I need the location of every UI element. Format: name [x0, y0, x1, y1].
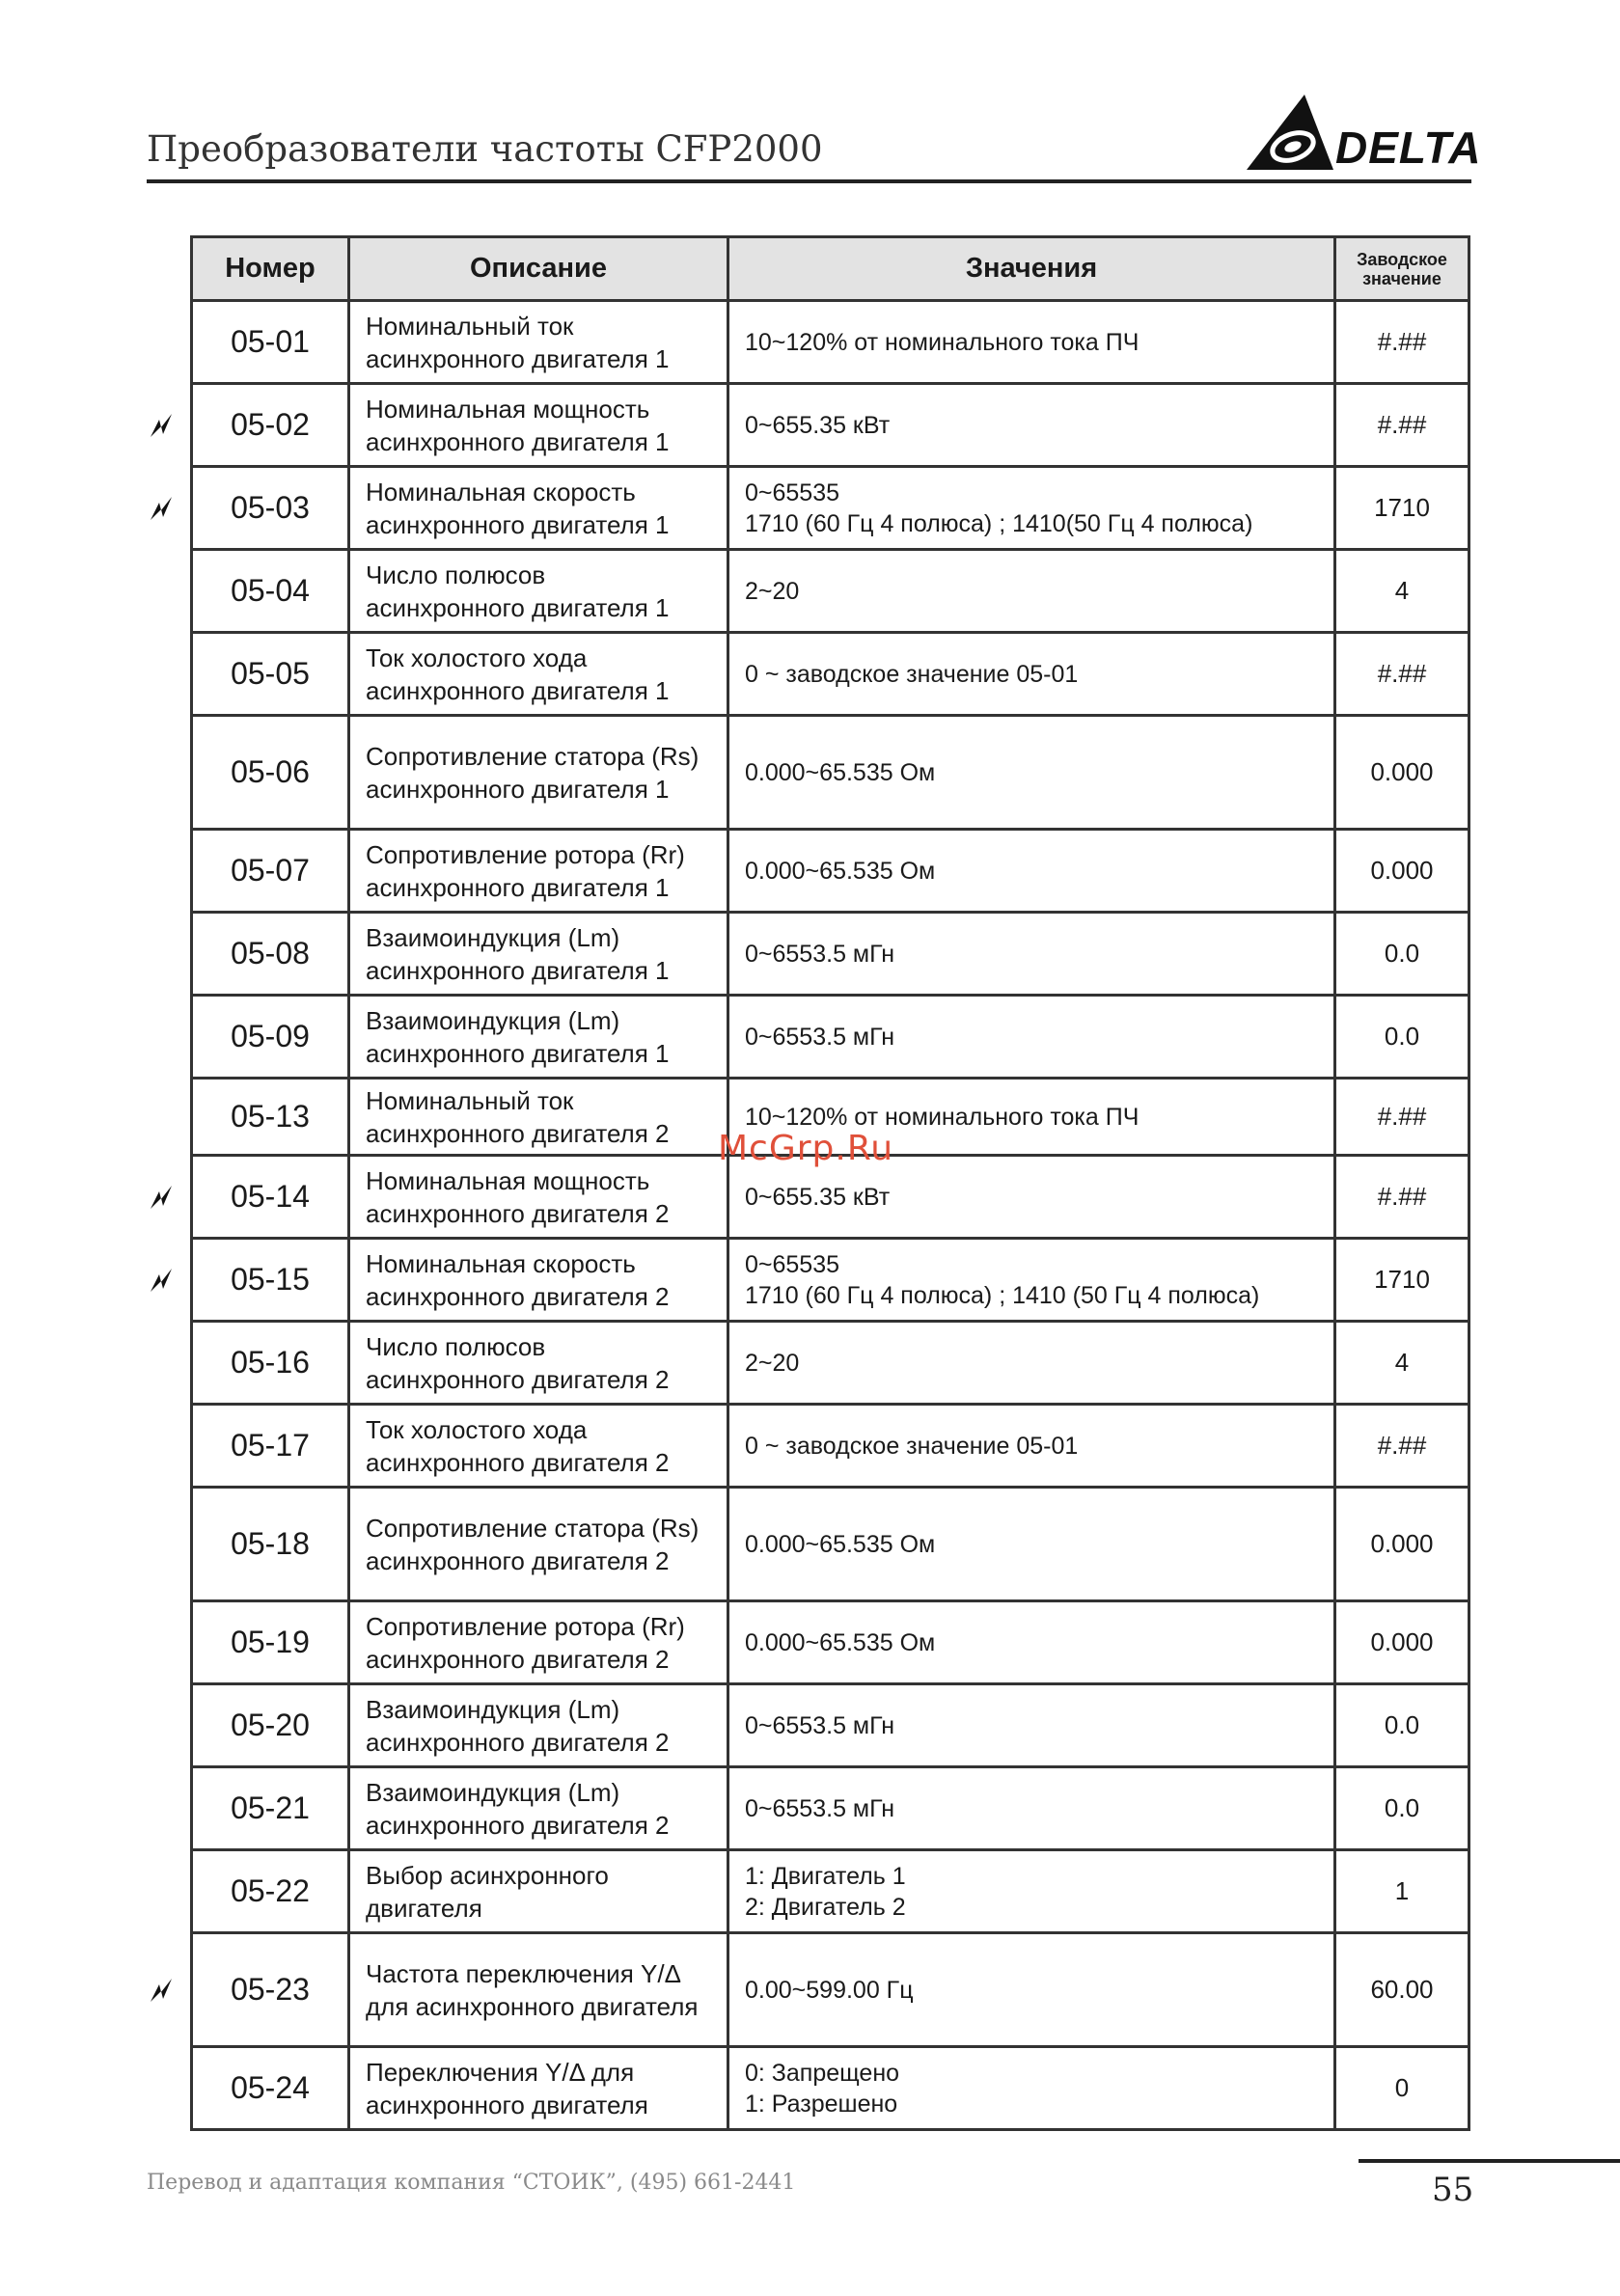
- parameter-values: 0~65535 1710 (60 Гц 4 полюса) ; 1410(50 Гц 4 полюса): [728, 467, 1335, 550]
- parameter-values: 0 ~ заводское значение 05-01: [728, 633, 1335, 716]
- edit-while-running-icon: [147, 1183, 176, 1212]
- parameter-values: 0.000~65.535 Ом: [728, 830, 1335, 913]
- parameter-default: 0: [1335, 2047, 1469, 2130]
- parameter-default: #.##: [1335, 1156, 1469, 1239]
- parameter-number: 05-03: [192, 467, 349, 550]
- parameter-default: 1710: [1335, 467, 1469, 550]
- parameter-values: 10~120% от номинального тока ПЧ: [728, 1079, 1335, 1156]
- edit-while-running-icon: [147, 1266, 176, 1295]
- parameter-default: #.##: [1335, 1079, 1469, 1156]
- parameter-description: Номинальная скорость асинхронного двигателя 1: [349, 467, 728, 550]
- parameter-default: 0.0: [1335, 913, 1469, 996]
- table-row: [192, 996, 1469, 1079]
- parameter-default: 1: [1335, 1850, 1469, 1933]
- parameter-number: 05-06: [192, 716, 349, 830]
- parameter-values: 2~20: [728, 1322, 1335, 1405]
- parameter-description: Сопротивление статора (Rs) асинхронного двигателя 2: [349, 1488, 728, 1601]
- parameter-values: 0~65535 1710 (60 Гц 4 полюса) ; 1410 (50 Гц 4 полюса): [728, 1239, 1335, 1322]
- parameter-values: 0: Запрещено 1: Разрешено: [728, 2047, 1335, 2130]
- parameter-description: Номинальная мощность асинхронного двигателя 2: [349, 1156, 728, 1239]
- parameter-default: 0.000: [1335, 1601, 1469, 1684]
- parameter-description: Сопротивление ротора (Rr) асинхронного двигателя 2: [349, 1601, 728, 1684]
- parameter-values: 0~6553.5 мГн: [728, 1767, 1335, 1850]
- parameter-number: 05-16: [192, 1322, 349, 1405]
- parameter-default: 1710: [1335, 1239, 1469, 1322]
- table-row: [192, 830, 1469, 913]
- parameter-number: 05-24: [192, 2047, 349, 2130]
- parameter-description: Номинальный ток асинхронного двигателя 1: [349, 301, 728, 384]
- parameter-default: 0.000: [1335, 830, 1469, 913]
- parameter-default: 60.00: [1335, 1933, 1469, 2047]
- parameter-values: 0.000~65.535 Ом: [728, 1488, 1335, 1601]
- delta-logo-text: DELTA: [1335, 123, 1482, 173]
- edit-while-running-icon: [147, 1976, 176, 2005]
- parameter-number: 05-07: [192, 830, 349, 913]
- parameter-number: 05-02: [192, 384, 349, 467]
- parameter-number: 05-20: [192, 1684, 349, 1767]
- parameter-number: 05-04: [192, 550, 349, 633]
- parameter-default: 0.0: [1335, 996, 1469, 1079]
- parameter-number: 05-08: [192, 913, 349, 996]
- table-body: [192, 301, 1469, 2130]
- parameter-values: 0.000~65.535 Ом: [728, 1601, 1335, 1684]
- parameter-number: 05-17: [192, 1405, 349, 1488]
- parameter-description: Переключения Y/Δ для асинхронного двигателя: [349, 2047, 728, 2130]
- parameter-values: 0~655.35 кВт: [728, 1156, 1335, 1239]
- parameter-description: Номинальный ток асинхронного двигателя 2: [349, 1079, 728, 1156]
- parameter-description: Взаимоиндукция (Lm) асинхронного двигателя 1: [349, 913, 728, 996]
- table-row: [192, 1684, 1469, 1767]
- column-header-description: Описание: [349, 237, 728, 301]
- parameter-description: Взаимоиндукция (Lm) асинхронного двигателя 1: [349, 996, 728, 1079]
- page-number: 55: [1432, 2171, 1474, 2209]
- table-row: [192, 913, 1469, 996]
- table-row: [192, 633, 1469, 716]
- parameter-description: Номинальная скорость асинхронного двигателя 2: [349, 1239, 728, 1322]
- parameter-description: Ток холостого хода асинхронного двигателя 2: [349, 1405, 728, 1488]
- parameter-description: Выбор асинхронного двигателя: [349, 1850, 728, 1933]
- parameter-default: #.##: [1335, 1405, 1469, 1488]
- column-header-default: Заводское значение: [1335, 237, 1469, 301]
- parameter-values: 0~655.35 кВт: [728, 384, 1335, 467]
- table-row: [192, 716, 1469, 830]
- parameter-number: 05-23: [192, 1933, 349, 2047]
- parameter-default: 0.0: [1335, 1767, 1469, 1850]
- table-row: [192, 1322, 1469, 1405]
- parameter-number: 05-21: [192, 1767, 349, 1850]
- parameter-description: Частота переключения Y/Δ для асинхронного двигателя: [349, 1933, 728, 2047]
- parameter-description: Число полюсов асинхронного двигателя 2: [349, 1322, 728, 1405]
- table-row: [192, 1488, 1469, 1601]
- edit-while-running-icon: [147, 494, 176, 523]
- table-row: [192, 1405, 1469, 1488]
- parameter-number: 05-09: [192, 996, 349, 1079]
- parameter-values: 0~6553.5 мГн: [728, 996, 1335, 1079]
- parameter-default: 0.000: [1335, 716, 1469, 830]
- header-divider: [147, 179, 1471, 183]
- table-row: [192, 2047, 1469, 2130]
- parameter-number: 05-05: [192, 633, 349, 716]
- parameter-description: Число полюсов асинхронного двигателя 1: [349, 550, 728, 633]
- parameter-values: 10~120% от номинального тока ПЧ: [728, 301, 1335, 384]
- table-header-row: [192, 237, 1469, 301]
- table-row: [192, 1239, 1469, 1322]
- parameter-values: 0 ~ заводское значение 05-01: [728, 1405, 1335, 1488]
- parameter-default: #.##: [1335, 384, 1469, 467]
- parameter-number: 05-01: [192, 301, 349, 384]
- table-row: [192, 1601, 1469, 1684]
- parameter-values: 0.00~599.00 Гц: [728, 1933, 1335, 2047]
- parameter-number: 05-13: [192, 1079, 349, 1156]
- parameter-default: #.##: [1335, 633, 1469, 716]
- parameter-values: 2~20: [728, 550, 1335, 633]
- table-row: [192, 301, 1469, 384]
- parameter-description: Сопротивление ротора (Rr) асинхронного двигателя 1: [349, 830, 728, 913]
- parameter-number: 05-19: [192, 1601, 349, 1684]
- watermark: McGrp.Ru: [718, 1129, 894, 1168]
- parameter-number: 05-22: [192, 1850, 349, 1933]
- parameter-description: Номинальная мощность асинхронного двигателя 1: [349, 384, 728, 467]
- parameters-table: [190, 235, 1470, 2131]
- footer-divider: [1359, 2159, 1620, 2163]
- footer-credit: Перевод и адаптация компания “СТОИК”, (495) 661-2441: [147, 2171, 796, 2195]
- parameter-values: 1: Двигатель 1 2: Двигатель 2: [728, 1850, 1335, 1933]
- parameter-description: Ток холостого хода асинхронного двигателя 1: [349, 633, 728, 716]
- edit-while-running-icon: [147, 411, 176, 440]
- parameter-values: 0~6553.5 мГн: [728, 913, 1335, 996]
- parameter-description: Взаимоиндукция (Lm) асинхронного двигателя 2: [349, 1684, 728, 1767]
- column-header-number: Номер: [192, 237, 349, 301]
- table-row: [192, 1767, 1469, 1850]
- parameter-default: 4: [1335, 550, 1469, 633]
- table-row: [192, 467, 1469, 550]
- parameter-default: #.##: [1335, 301, 1469, 384]
- table-row: [192, 1850, 1469, 1933]
- table-row: [192, 550, 1469, 633]
- parameter-number: 05-15: [192, 1239, 349, 1322]
- page-header-title: Преобразователи частоты CFP2000: [147, 128, 823, 170]
- parameter-description: Сопротивление статора (Rs) асинхронного двигателя 1: [349, 716, 728, 830]
- parameter-default: 0.000: [1335, 1488, 1469, 1601]
- parameter-description: Взаимоиндукция (Lm) асинхронного двигателя 2: [349, 1767, 728, 1850]
- parameter-values: 0~6553.5 мГн: [728, 1684, 1335, 1767]
- parameter-number: 05-14: [192, 1156, 349, 1239]
- parameter-default: 4: [1335, 1322, 1469, 1405]
- parameter-number: 05-18: [192, 1488, 349, 1601]
- table-row: [192, 384, 1469, 467]
- column-header-values: Значения: [728, 237, 1335, 301]
- table-row: [192, 1933, 1469, 2047]
- parameter-values: 0.000~65.535 Ом: [728, 716, 1335, 830]
- parameter-default: 0.0: [1335, 1684, 1469, 1767]
